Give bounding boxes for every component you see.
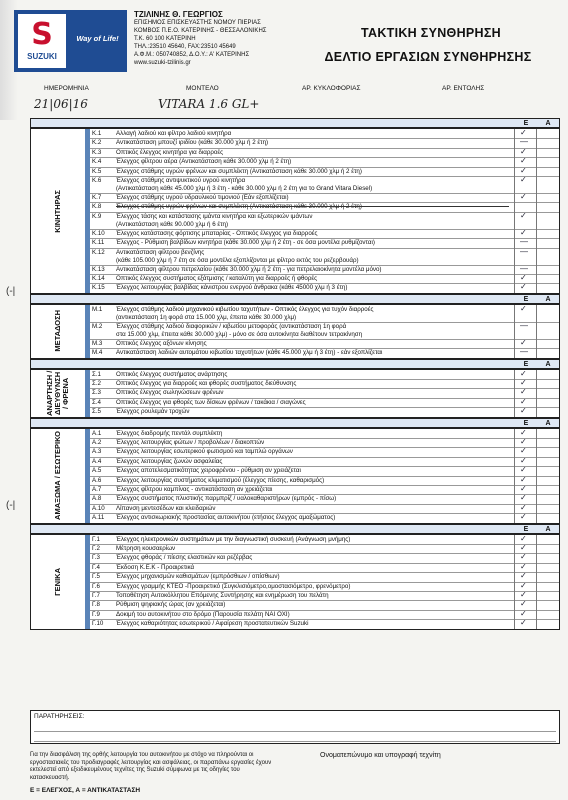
- item-text-cont: (κάθε 105.000 χλμ ή 7 έτη σε όσα μοντέλα εξοπλίζονται με φίλτρο εκτός του ρεζερβουάρ): [116, 256, 359, 264]
- item-text: Έλεγχος στάθμης λαδιού μηχανικού κιβωτίου ταχυτήτων - Οπτικός έλεγχος για τυχόν διαρροές: [116, 305, 374, 313]
- item-code: K.6: [92, 177, 102, 184]
- check-cell-a[interactable]: [536, 248, 559, 265]
- item-code: A.2: [92, 438, 102, 446]
- item-code: K.3: [92, 148, 102, 156]
- checkmark-icon: ✓: [520, 571, 527, 581]
- item-code: A.6: [92, 476, 102, 484]
- item-text: Έλεγχος ηλεκτρονικών συστημάτων με την διαγνωστική συσκευή (Ανάγνωση μνήμης): [116, 535, 351, 543]
- check-cell-a[interactable]: [536, 447, 559, 456]
- section-side: [31, 535, 86, 629]
- item-text: Έλεγχος - Ρύθμιση βαλβίδων κινητήρα (κάθε 30.000 χλμ ή 2 έτη - σε όσα μοντέλα ρυθμίζονται): [116, 239, 375, 247]
- item-code: K.10: [92, 229, 105, 237]
- checklist-row: [90, 513, 559, 522]
- remarks-line: [34, 741, 556, 742]
- item-code: A.1: [92, 429, 102, 437]
- item-code: Γ.6: [92, 582, 100, 590]
- check-cell-a[interactable]: [536, 176, 559, 193]
- check-cell-a[interactable]: [536, 379, 559, 388]
- checkmark-icon: ✓: [520, 455, 527, 465]
- col-a-header: Α: [545, 419, 551, 427]
- check-cell-a[interactable]: [536, 388, 559, 397]
- item-text: Οπτικός έλεγχος συστήματος ανάρτησης: [116, 370, 228, 378]
- check-cell-a[interactable]: [536, 438, 559, 447]
- item-text: Τοποθέτηση Αυτοκόλλητου Επόμενης Συντήρησης και ενημέρωση του πελάτη: [116, 591, 329, 599]
- check-cell-e[interactable]: [514, 193, 537, 202]
- column-header: [30, 294, 560, 304]
- checkmark-icon: ✓: [520, 493, 527, 503]
- checkmark-icon: ✓: [520, 580, 527, 590]
- checkmark-icon: ✓: [520, 589, 527, 599]
- item-text: Έλεγχος διαδρομής πεντάλ συμπλέκτη: [116, 429, 223, 437]
- checklist-row: [90, 283, 559, 292]
- check-cell-a[interactable]: [536, 563, 559, 572]
- checklist-grid: [30, 118, 560, 710]
- check-cell-a[interactable]: [536, 466, 559, 475]
- item-text: Έλεγχος στάθμης αντιψυκτικού υγρού κινητήρα: [116, 177, 246, 184]
- item-text: Δοκιμή του αυτοκινήτου στο δρόμο (Παρουσία πελάτη ΝΑΙ ΟΧΙ): [116, 610, 290, 618]
- remarks-line: [34, 731, 556, 732]
- dealer-line: ΕΠΙΣΗΜΟΣ ΕΠΙΣΚΕΥΑΣΤΗΣ ΝΟΜΟΥ ΠΙΕΡΙΑΣ: [134, 20, 261, 26]
- item-code: K.4: [92, 158, 102, 166]
- item-text: Οπτικός έλεγχος κινητήρα για διαρροές: [116, 148, 224, 156]
- item-code: Γ.8: [92, 601, 100, 609]
- col-e-header: Ε: [523, 419, 529, 427]
- column-header: [30, 359, 560, 369]
- check-cell-a[interactable]: [536, 610, 559, 619]
- item-text: Έλεγχος φίλτρου αέρα (Αντικατάσταση κάθε 30.000 χλμ ή 2 έτη): [116, 158, 292, 166]
- item-text: Έλεγχος αποτελεσματικότητας χειροφρένου - ρύθμιση αν χρειάζεται: [116, 467, 301, 475]
- remarks-label: ΠΑΡΑΤΗΡΗΣΕΙΣ:: [34, 713, 85, 720]
- check-cell-a[interactable]: [536, 148, 559, 157]
- checkmark-icon: ✓: [520, 512, 527, 522]
- checkmark-icon: ✓: [520, 368, 527, 378]
- date-value: 21|06|16: [34, 97, 88, 111]
- item-text: Οπτικός έλεγχος σωληνώσεων φρένων: [116, 389, 224, 397]
- checkmark-icon: ✓: [520, 156, 527, 166]
- check-cell-e[interactable]: [514, 348, 537, 357]
- check-cell-a[interactable]: [536, 129, 559, 138]
- item-text: Οπτικός έλεγχος συστήματος εξάτμισης / καταλύτη για διαρροές ή φθορές: [116, 275, 318, 282]
- check-cell-e[interactable]: [514, 283, 537, 292]
- col-a-header: Α: [545, 120, 551, 127]
- checkmark-icon: ✓: [520, 502, 527, 512]
- dealer-line: ΤΗΛ.:23510 45640, FAX:23510 45649: [134, 44, 236, 50]
- check-cell-a[interactable]: [536, 600, 559, 609]
- section-3: [30, 369, 560, 418]
- item-code: K.1: [92, 130, 102, 137]
- item-code: M.1: [92, 305, 103, 313]
- checkmark-icon: ✓: [520, 599, 527, 609]
- col-e-header: Ε: [523, 120, 529, 127]
- checkmark-icon: ✓: [520, 427, 527, 437]
- item-text: Έλεγχος γραμμής ΚΤΕΟ -Προαιρετικό (Συγκλισιόμετρο,ομοστασιόμετρο, φρενόμετρο): [116, 582, 351, 590]
- dash-mark: —: [520, 263, 528, 273]
- dealer-line: ΚΟΜΒΟΣ Π.Ε.Ο. ΚΑΤΕΡΙΝΗΣ - ΘΕΣΣΑΛΟΝΙΚΗΣ: [134, 28, 267, 34]
- check-cell-a[interactable]: [536, 348, 559, 357]
- checkmark-icon: ✓: [520, 303, 527, 313]
- item-text-cont: (αντικατάσταση 1η φορά στα 15.000 χλμ, έπειτα κάθε 30.000 χλμ): [116, 313, 297, 321]
- item-text: Αντικατάσταση λαδιών αυτομάτου κιβωτίου ταχυτήτων (κάθε 45.000 χλμ ή 3 έτη) - εάν εξοπλίζεται: [116, 349, 383, 357]
- dealer-line: www.suzuki-tzilinis.gr: [134, 60, 191, 66]
- dealer-line: Τ.Κ. 60 100 ΚΑΤΕΡΙΝΗ: [134, 36, 196, 42]
- footer-note: Για την διασφάλιση της ορθής λειτουργία του αυτοκινήτου με στόχο να πληρούνται οι εργοστασιακές του προδιαγραφές λειτουργίας και ασφάλειας, οι παραπάνω εργασίες έχουν εκτελεστεί από εξειδικευμένους τεχνίτες της Suzuki σύμφωνα με τις οδηγίες του κατασκευαστή.: [30, 752, 272, 781]
- check-cell-e[interactable]: [514, 212, 537, 229]
- checklist-row: [90, 407, 559, 416]
- checkmark-icon: ✓: [520, 146, 527, 156]
- section-5: [30, 534, 560, 630]
- check-cell-a[interactable]: [536, 429, 559, 438]
- checkmark-icon: ✓: [520, 387, 527, 397]
- check-cell-e[interactable]: [514, 176, 537, 193]
- item-code: A.4: [92, 457, 102, 465]
- date-label: ΗΜΕΡΟΜΗΝΙΑ: [44, 85, 89, 92]
- item-text: Έλεγχος κατάστασης φόρτισης μπαταρίας - Οπτικός έλεγχος για διαρροές: [116, 229, 318, 237]
- check-cell-a[interactable]: [536, 322, 559, 339]
- check-cell-e[interactable]: [514, 513, 537, 522]
- checkmark-icon: ✓: [520, 396, 527, 406]
- item-text: Οπτικός έλεγχος για φθορές των δίσκων φρένων / τακάκια / σιαγώνες: [116, 398, 306, 406]
- col-e-header: Ε: [523, 360, 529, 368]
- checkmark-icon: ✓: [520, 474, 527, 484]
- item-code: A.7: [92, 485, 102, 493]
- item-code: M.2: [92, 322, 103, 330]
- item-code: Σ.5: [92, 408, 101, 416]
- check-cell-a[interactable]: [536, 457, 559, 466]
- item-text: Έλεγχος λειτουργίας βαλβίδας κάνιστρου ενεργού άνθρακα (κάθε 45000 χλμ ή 3 έτη): [116, 284, 348, 292]
- item-text: Αντικατάσταση μπουζί ιριδίου (κάθε 30.000 χλμ ή 2 έτη): [116, 139, 269, 147]
- checkmark-icon: ✓: [520, 618, 527, 628]
- item-code: Γ.9: [92, 610, 100, 618]
- checklist-row: [90, 248, 559, 266]
- checklist-row: [90, 322, 559, 340]
- item-code: Γ.10: [92, 620, 104, 628]
- item-text: Έλεγχος ρουλεμάν τροχών: [116, 408, 190, 416]
- checklist-row: [90, 348, 559, 357]
- dealer-info: [134, 11, 284, 67]
- column-header: [30, 118, 560, 128]
- item-code: K.12: [92, 248, 105, 256]
- check-cell-a[interactable]: [536, 167, 559, 176]
- model-value: VITARA 1.6 GL+: [158, 97, 260, 111]
- check-cell-a[interactable]: [536, 476, 559, 485]
- dash-mark: —: [520, 347, 528, 357]
- item-text: Έκδοση Κ.Ε.Κ - Προαιρετικά: [116, 563, 195, 571]
- dash-mark: —: [520, 237, 528, 247]
- checklist-row: [90, 619, 559, 628]
- check-cell-a[interactable]: [536, 591, 559, 600]
- check-cell-e[interactable]: [514, 248, 537, 265]
- checkmark-icon: ✓: [520, 561, 527, 571]
- check-cell-a[interactable]: [536, 305, 559, 322]
- item-code: K.13: [92, 265, 105, 273]
- dealer-line: Α.Φ.Μ.: 050740852, Δ.Ο.Υ.: Α' ΚΑΤΕΡΙΝΗΣ: [134, 52, 250, 58]
- dash-mark: —: [520, 137, 528, 147]
- checklist-row: [90, 176, 559, 194]
- item-code: Γ.7: [92, 591, 100, 599]
- item-text: Ρύθμιση ψηφιακής ώρας (αν χρειάζεται): [116, 601, 226, 609]
- checkmark-icon: ✓: [520, 165, 527, 175]
- suzuki-s-icon: S: [31, 17, 53, 52]
- item-code: K.7: [92, 194, 102, 201]
- check-cell-a[interactable]: [536, 238, 559, 247]
- suzuki-logo: [18, 14, 66, 68]
- item-code: K.14: [92, 275, 105, 282]
- checkmark-icon: ✓: [520, 608, 527, 618]
- section-side: [31, 305, 86, 358]
- check-cell-a[interactable]: [536, 339, 559, 348]
- item-text: Οπτικός έλεγχος για διαρροές και φθορές συστήματος διεύθυνσης: [116, 379, 297, 387]
- checkmark-icon: ✓: [520, 337, 527, 347]
- check-cell-a[interactable]: [536, 544, 559, 553]
- check-cell-a[interactable]: [536, 513, 559, 522]
- item-text: Έλεγχος μηχανισμών καθισμάτων (εμπρόσθιων / οπίσθιων): [116, 573, 280, 581]
- check-cell-a[interactable]: [536, 370, 559, 379]
- item-code: A.8: [92, 495, 102, 503]
- item-code: Σ.2: [92, 379, 101, 387]
- strike-line: [116, 206, 509, 207]
- item-text: Λίπανση μεντεσέδων και κλειδαριών: [116, 504, 216, 512]
- section-4: [30, 428, 560, 524]
- item-text: Οπτικός έλεγχος αξόνων κίνησης: [116, 339, 207, 347]
- item-code: A.10: [92, 504, 105, 512]
- item-code: Γ.5: [92, 573, 100, 581]
- section-label: ΜΕΤΑΔΟΣΗ: [53, 310, 62, 353]
- checkmark-icon: ✓: [520, 377, 527, 387]
- check-cell-a[interactable]: [536, 582, 559, 591]
- item-code: A.3: [92, 448, 102, 456]
- item-code: Γ.1: [92, 535, 100, 543]
- remarks-box[interactable]: [30, 710, 560, 744]
- item-text: Έλεγχος λειτουργίας φώτων / προβολέων / διακοπτών: [116, 438, 265, 446]
- section-side: [31, 370, 86, 417]
- item-code: K.5: [92, 167, 102, 175]
- item-code: Γ.3: [92, 554, 100, 562]
- col-e-header: Ε: [523, 295, 529, 303]
- section-1: [30, 128, 560, 294]
- dash-mark: —: [520, 320, 528, 330]
- margin-mark: (-|: [6, 500, 16, 511]
- logo-word: SUZUKI: [27, 52, 57, 61]
- check-cell-a[interactable]: [536, 619, 559, 628]
- item-code: A.5: [92, 467, 102, 475]
- item-code: M.4: [92, 349, 103, 357]
- check-cell-a[interactable]: [536, 398, 559, 407]
- item-code: K.2: [92, 139, 102, 147]
- checkmark-icon: ✓: [520, 552, 527, 562]
- item-code: M.3: [92, 339, 103, 347]
- item-text: Έλεγχος στάθμης υγρού υδραυλικού τιμονιού (Εάν εξοπλίζεται): [116, 194, 289, 201]
- check-cell-a[interactable]: [536, 283, 559, 292]
- item-code: Γ.4: [92, 563, 100, 571]
- item-text-cont: (Αντικατάσταση κάθε 45.000 χλμ ή 3 έτη - κάθε 30.000 χλμ ή 2 έτη για το Grand Vitara Diesel): [116, 185, 373, 192]
- checkmark-icon: ✓: [520, 175, 527, 184]
- item-code: K.11: [92, 239, 105, 247]
- col-a-header: Α: [545, 360, 551, 368]
- item-text: Αλλαγή λαδιού και φίλτρο λαδιού κινητήρα: [116, 130, 232, 137]
- item-text: Μέτρηση κουσαερίων: [116, 544, 176, 552]
- item-code: K.15: [92, 284, 105, 292]
- check-cell-a[interactable]: [536, 138, 559, 147]
- item-text: Αντικατάσταση φίλτρου πετρελαίου (κάθε 30.000 χλμ ή 2 έτη - για πετρελαιοκίνητα μοντέλα μόνο): [116, 265, 382, 273]
- check-cell-a[interactable]: [536, 407, 559, 416]
- item-code: A.11: [92, 514, 105, 522]
- model-label: ΜΟΝΤΕΛΟ: [186, 85, 219, 92]
- item-code: Σ.1: [92, 370, 101, 378]
- logo-tagline: Way of Life!: [76, 34, 119, 43]
- dash-mark: —: [520, 246, 528, 256]
- column-header: [30, 418, 560, 428]
- item-text: Έλεγχος στάθμης υγρών φρένων και συμπλέκτη (Αντικατάσταση κάθε 30.000 χλμ ή 2 έτη): [116, 167, 362, 175]
- plate-label: ΑΡ. ΚΥΚΛΟΦΟΡΙΑΣ: [302, 85, 361, 92]
- checkmark-icon: ✓: [520, 282, 527, 292]
- legend: Ε = ΕΛΕΓΧΟΣ, Α = ΑΝΤΙΚΑΤΑΣΤΑΣΗ: [30, 787, 141, 794]
- page-subtitle: ΔΕΛΤΙΟ ΕΡΓΑΣΙΩΝ ΣΥΝΘΗΡΗΣΗΣ: [324, 50, 532, 64]
- check-cell-a[interactable]: [536, 212, 559, 229]
- item-text: Αντικατάσταση φίλτρου βενζίνης: [116, 248, 205, 256]
- check-cell-a[interactable]: [536, 229, 559, 238]
- item-text: Έλεγχος στάθμης λαδιού διαφορικών / κιβωτίου μετοφοράς (αντικατάσταση 1η φορά: [116, 322, 347, 330]
- checkmark-icon: ✓: [520, 465, 527, 475]
- signature-label: Ονοματεπώνυμο και υπογραφή τεχνίτη: [320, 752, 441, 759]
- order-label: ΑΡ. ΕΝΤΟΛΗΣ: [442, 85, 485, 92]
- item-code: K.8: [92, 203, 102, 211]
- check-cell-a[interactable]: [536, 274, 559, 283]
- section-side: [31, 429, 86, 523]
- checkmark-icon: ✓: [520, 533, 527, 543]
- column-header: [30, 524, 560, 534]
- check-cell-a[interactable]: [536, 157, 559, 166]
- checklist-row: [90, 305, 559, 323]
- item-text: Έλεγχος λειτουργίας συστήματος κλιματισμού (έλεγχος πίεσης, καθαρισμός): [116, 476, 325, 484]
- col-a-header: Α: [545, 295, 551, 303]
- checkmark-icon: ✓: [520, 446, 527, 456]
- checkmark-icon: ✓: [520, 273, 527, 282]
- checkmark-icon: ✓: [520, 227, 527, 237]
- item-code: Σ.3: [92, 389, 101, 397]
- item-text-cont: (Αντικατάσταση κάθε 90.000 χλμ ή 6 έτη): [116, 220, 229, 228]
- item-text: Έλεγχος συστήματος πλυστικής παρμπρίζ / υαλοκαθαριστήρων (εμπρός - πίσω): [116, 495, 337, 503]
- check-cell-e[interactable]: [514, 619, 537, 628]
- check-cell-e[interactable]: [514, 407, 537, 416]
- section-side: [31, 129, 86, 293]
- check-cell-e[interactable]: [514, 322, 537, 339]
- check-cell-a[interactable]: [536, 553, 559, 562]
- section-label: ΑΝΑΡΤΗΣΗ / ΔΙΕΥΘΥΝΣΗ / ΦΡΕΝΑ: [45, 370, 70, 416]
- item-code: Γ.2: [92, 544, 100, 552]
- item-text: Έλεγχος καθαριότητας εσωτερικού / Αφαίρεση προστατευτικών Suzuki: [116, 620, 309, 628]
- section-2: [30, 304, 560, 359]
- col-e-header: Ε: [523, 525, 529, 533]
- check-cell-a[interactable]: [536, 572, 559, 581]
- check-cell-a[interactable]: [536, 535, 559, 544]
- check-cell-a[interactable]: [536, 265, 559, 274]
- checkmark-icon: ✓: [520, 210, 527, 220]
- checkmark-icon: ✓: [520, 128, 527, 137]
- dealer-logo: [14, 10, 127, 72]
- check-cell-a[interactable]: [536, 202, 559, 211]
- item-text: Έλεγχος λειτουργίας ζωνών ασφαλείας: [116, 457, 223, 465]
- checkmark-icon: ✓: [520, 483, 527, 493]
- check-cell-a[interactable]: [536, 485, 559, 494]
- checklist-row: [90, 212, 559, 230]
- checkmark-icon: ✓: [520, 406, 527, 416]
- page-title: ΤΑΚΤΙΚΗ ΣΥΝΘΗΡΗΣΗ: [360, 26, 501, 40]
- item-code: K.9: [92, 212, 102, 220]
- item-text: Έλεγχος φθοράς / πίεσης ελαστικών και ρεζέρβας: [116, 554, 253, 562]
- item-text: Έλεγχος φίλτρου καμπίνας - αντικατάσταση αν χρειάζεται: [116, 485, 273, 493]
- checkmark-icon: ✓: [520, 436, 527, 446]
- check-cell-e[interactable]: [514, 305, 537, 322]
- section-label: ΓΕΝΙΚΑ: [53, 567, 62, 596]
- col-a-header: Α: [545, 525, 551, 533]
- check-cell-a[interactable]: [536, 494, 559, 503]
- item-text: Έλεγχος λειτουργίας εσωτερικού φωτισμού και ταμπλώ οργάνων: [116, 448, 293, 456]
- checkmark-icon: ✓: [520, 542, 527, 552]
- item-code: Σ.4: [92, 398, 101, 406]
- item-text: Έλεγχος αντισκωριακής προστασίας αυτοκινήτου (ετήσιος έλεγχος αμαξώματος): [116, 514, 336, 522]
- section-label: ΚΙΝΗΤΗΡΑΣ: [53, 189, 62, 233]
- section-label: ΑΜΑΞΩΜΑ / ΕΣΩΤΕΡΙΚΟ: [53, 431, 62, 521]
- item-text: Έλεγχος τάσης και κατάστασης ιμάντα κινητήρα και εξωτερικών ιμάντων: [116, 212, 313, 220]
- check-cell-a[interactable]: [536, 193, 559, 202]
- check-cell-a[interactable]: [536, 504, 559, 513]
- checkmark-icon: ✓: [520, 192, 527, 201]
- dealer-name: ΤΖΙΛΙΝΗΣ Θ. ΓΕΩΡΓΙΟΣ: [134, 10, 223, 19]
- item-text-cont: στα 15.000 χλμ, έπειτα κάθε 30.000 χλμ) - μόνο σε όσα αυτοκίνητα διαθέτουν τετρακίνηση: [116, 330, 363, 338]
- margin-mark: (-|: [6, 286, 16, 297]
